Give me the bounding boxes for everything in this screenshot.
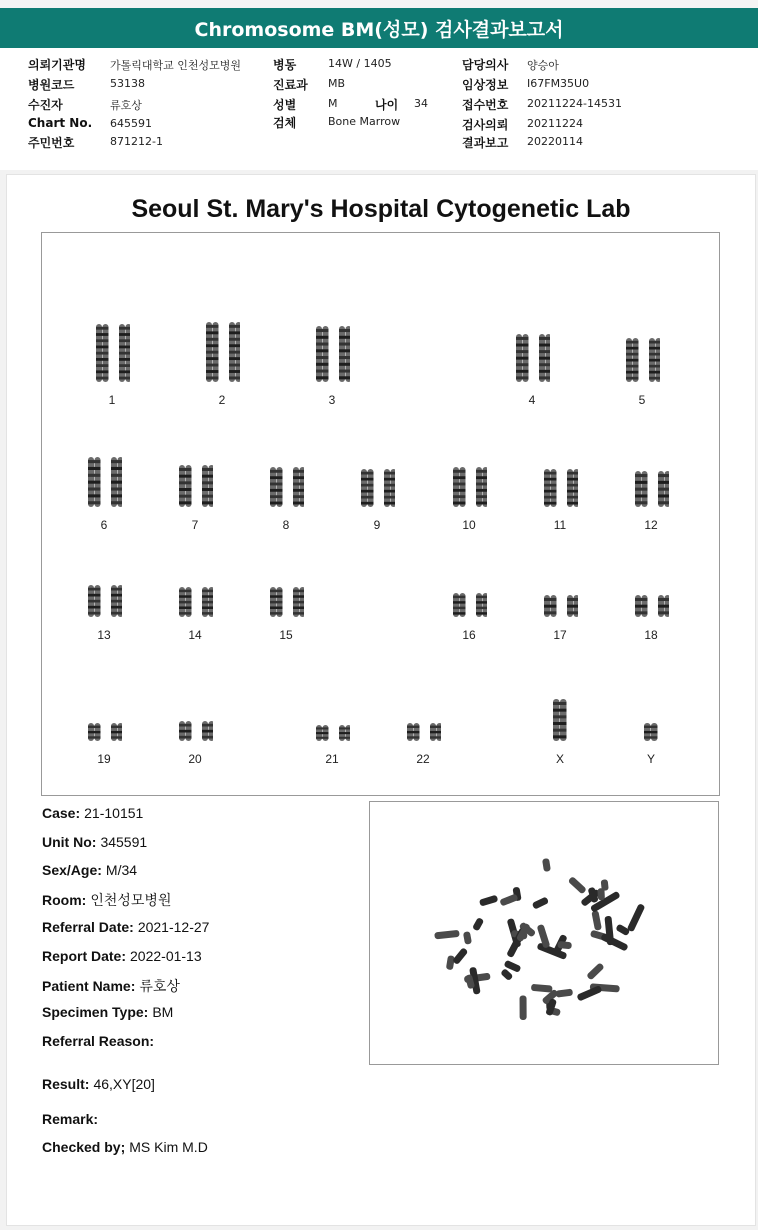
chromosome-pair-4 bbox=[514, 333, 550, 383]
field-specimen-type: Specimen Type: BM bbox=[42, 1004, 174, 1020]
info-label: 검사의뢰 bbox=[462, 118, 509, 132]
info-value: M bbox=[328, 97, 338, 110]
field-patient-name: Patient Name: 류호상 bbox=[42, 978, 180, 994]
info-label: 병동 bbox=[273, 58, 297, 72]
info-value: 20220114 bbox=[527, 135, 583, 148]
info-label: 진료과 bbox=[273, 78, 308, 92]
patient-info-panel bbox=[0, 48, 758, 170]
chromosome-pair-8 bbox=[268, 466, 304, 508]
chromosome-label: 22 bbox=[416, 752, 430, 766]
chromosome-label: 4 bbox=[528, 393, 536, 407]
field-referral-reason: Referral Reason: bbox=[42, 1033, 155, 1049]
info-label: 주민번호 bbox=[28, 136, 75, 150]
info-label: 결과보고 bbox=[462, 136, 509, 150]
chromosome-label: 8 bbox=[282, 518, 290, 532]
chromosome-pair-19 bbox=[86, 722, 122, 742]
chromosome-label: 18 bbox=[644, 628, 658, 642]
field-case: Case: 21-10151 bbox=[42, 805, 144, 821]
field-checked-by: Checked by; MS Kim M.D bbox=[42, 1139, 208, 1155]
info-label: 담당의사 bbox=[462, 58, 509, 72]
chromosome-label: 13 bbox=[97, 628, 111, 642]
chromosome-label: 5 bbox=[638, 393, 646, 407]
top-strip bbox=[0, 0, 758, 8]
info-label: 의뢰기관명 bbox=[28, 58, 86, 72]
metaphase-spread-drawing bbox=[370, 802, 718, 1064]
info-label: 접수번호 bbox=[462, 98, 509, 112]
chromosome-label: 21 bbox=[325, 752, 339, 766]
chromosome-label: 15 bbox=[279, 628, 293, 642]
info-value: 14W / 1405 bbox=[328, 57, 392, 70]
info-value: 가톨릭대학교 인천성모병원 bbox=[110, 59, 242, 72]
chromosome-pair-18 bbox=[633, 594, 669, 618]
field-report-date: Report Date: 2022-01-13 bbox=[42, 948, 202, 964]
chromosome-label: Y bbox=[646, 752, 655, 766]
chromosome-label: 14 bbox=[188, 628, 202, 642]
info-label: 병원코드 bbox=[28, 78, 75, 92]
chromosome-label: 19 bbox=[97, 752, 111, 766]
info-label: Chart No. bbox=[28, 116, 93, 130]
report-title: Chromosome BM(성모) 검사결과보고서 bbox=[194, 18, 564, 41]
chromosome-pair-6 bbox=[86, 456, 122, 508]
chromosome-label: 20 bbox=[188, 752, 202, 766]
field-remark: Remark: bbox=[42, 1111, 99, 1127]
chromosome-label: 1 bbox=[108, 393, 116, 407]
chromosome-pair-1 bbox=[94, 323, 130, 383]
info-label: 수진자 bbox=[28, 98, 63, 112]
chromosome-label: 7 bbox=[191, 518, 199, 532]
field-result: Result: 46,XY[20] bbox=[42, 1076, 155, 1092]
info-value: 871212-1 bbox=[110, 135, 163, 148]
field-room: Room: 인천성모병원 bbox=[42, 892, 172, 908]
report-title-bar bbox=[0, 8, 758, 48]
chromosome-label: 6 bbox=[100, 518, 108, 532]
info-value: MB bbox=[328, 77, 346, 90]
chromosome-pair-3 bbox=[314, 325, 350, 383]
chromosome-pair-21 bbox=[314, 724, 350, 742]
chromosome-label: X bbox=[555, 752, 564, 766]
chromosome-label: 12 bbox=[644, 518, 658, 532]
info-label: 성별 bbox=[273, 98, 297, 112]
chromosome-pair-22 bbox=[405, 722, 441, 742]
chromosome-pair-X bbox=[551, 698, 569, 742]
chromosome-pair-2 bbox=[204, 321, 240, 383]
info-label: 임상정보 bbox=[462, 78, 509, 92]
chromosome-label: 10 bbox=[462, 518, 476, 532]
info-label: 나이 bbox=[375, 98, 399, 112]
chromosome-pair-16 bbox=[451, 592, 487, 618]
karyogram bbox=[41, 232, 720, 796]
chromosome-label: 16 bbox=[462, 628, 476, 642]
field-sex-age: Sex/Age: M/34 bbox=[42, 862, 138, 878]
chromosome-pair-11 bbox=[542, 468, 578, 508]
info-value: 20211224-14531 bbox=[527, 97, 622, 110]
metaphase-spread-image bbox=[369, 801, 719, 1065]
chromosome-pair-15 bbox=[268, 586, 304, 618]
info-value: I67FM35U0 bbox=[527, 77, 590, 90]
cytogenetic-report bbox=[6, 174, 756, 1226]
chromosome-label: 2 bbox=[218, 393, 226, 407]
info-value: 류호상 bbox=[110, 99, 142, 112]
field-referral-date: Referral Date: 2021-12-27 bbox=[42, 919, 210, 935]
chromosome-pair-Y bbox=[642, 722, 660, 742]
chromosome-pair-17 bbox=[542, 594, 578, 618]
info-value: 20211224 bbox=[527, 117, 583, 130]
lab-title: Seoul St. Mary's Hospital Cytogenetic Lab bbox=[131, 195, 631, 223]
chromosome-pair-12 bbox=[633, 470, 669, 508]
field-unit-no: Unit No: 345591 bbox=[42, 834, 148, 850]
chromosome-pair-14 bbox=[177, 586, 213, 618]
info-value: 53138 bbox=[110, 77, 145, 90]
chromosome-pair-10 bbox=[451, 466, 487, 508]
chromosome-pair-5 bbox=[624, 337, 660, 383]
info-value: Bone Marrow bbox=[328, 115, 401, 128]
info-label: 검체 bbox=[273, 116, 297, 130]
chromosome-label: 9 bbox=[373, 518, 381, 532]
info-value: 34 bbox=[414, 97, 428, 110]
chromosome-pair-9 bbox=[359, 468, 395, 508]
info-value: 양승아 bbox=[527, 59, 559, 72]
chromosome-pair-20 bbox=[177, 720, 213, 742]
chromosome-label: 11 bbox=[553, 518, 567, 532]
chromosome-label: 3 bbox=[328, 393, 336, 407]
info-value: 645591 bbox=[110, 117, 152, 130]
chromosome-pair-7 bbox=[177, 464, 213, 508]
chromosome-label: 17 bbox=[553, 628, 567, 642]
chromosome-pair-13 bbox=[86, 584, 122, 618]
